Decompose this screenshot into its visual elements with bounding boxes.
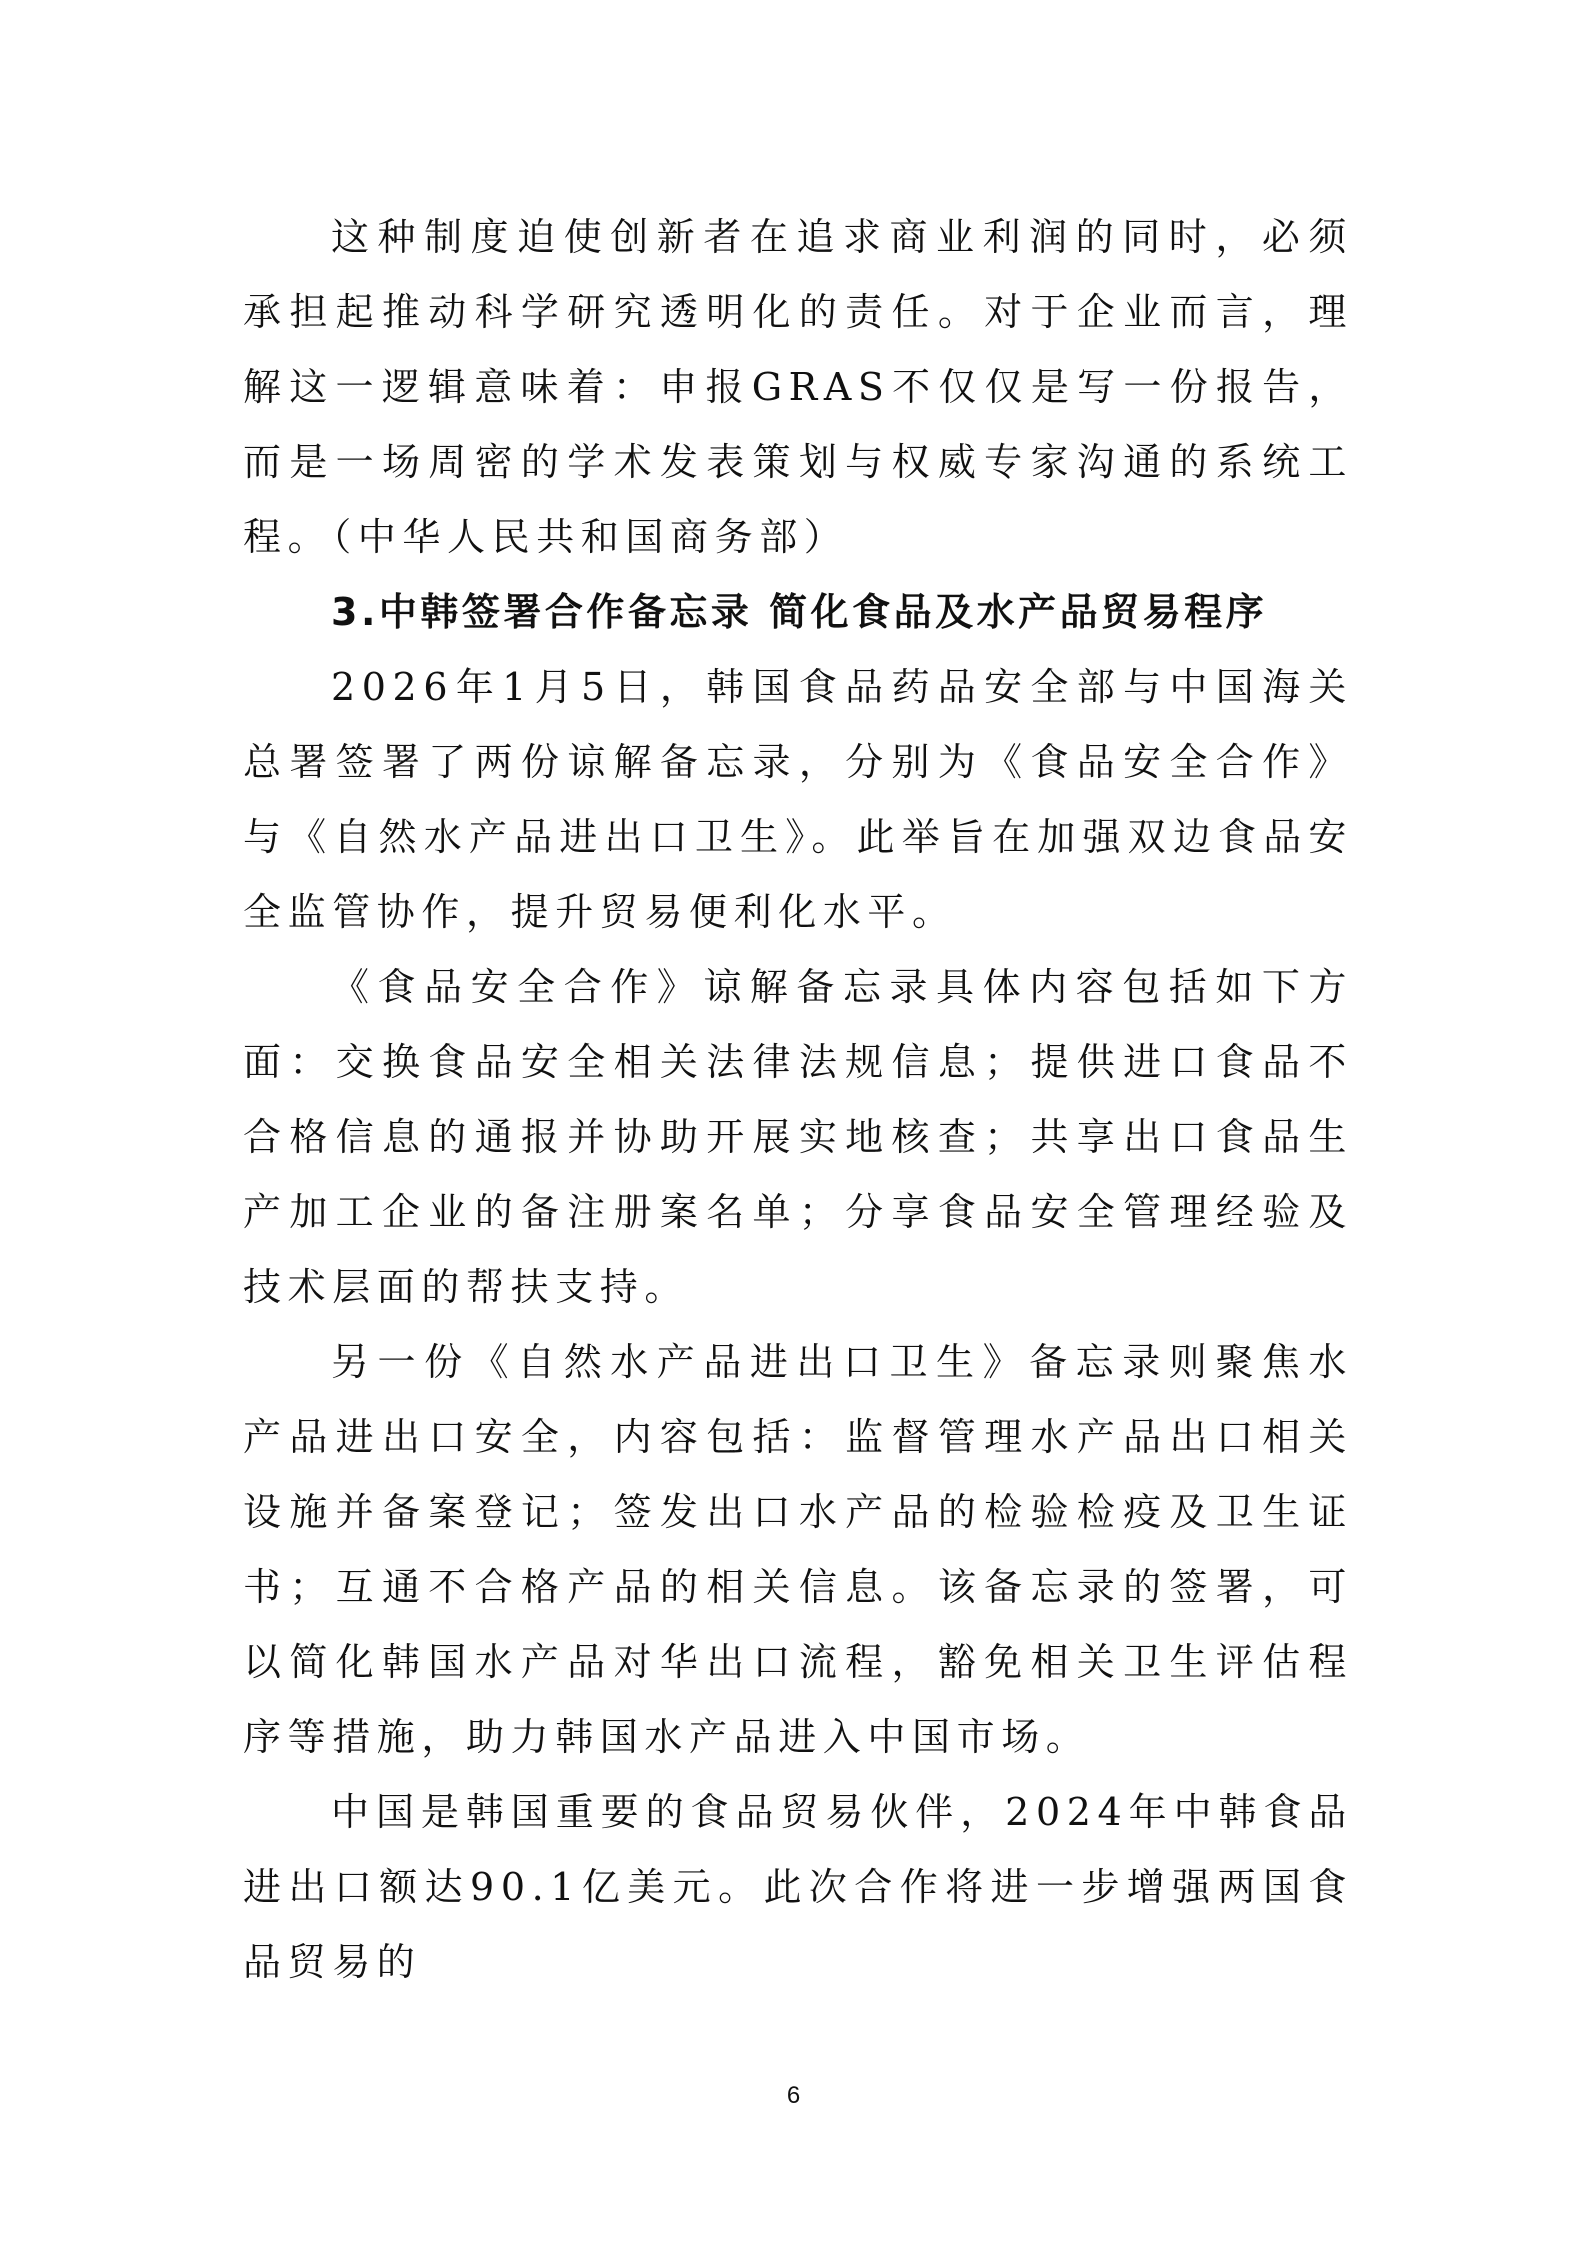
paragraph-aquatic-products-hygiene: 另一份《自然水产品进出口卫生》备忘录则聚焦水产品进出口安全，内容包括：监督管理水产品出口相关设施并备案登记；签发出口水产品的检验检疫及卫生证书；互通不合格产品的相关信息。该备忘录的签署，可以简化韩国水产品对华出口流程，豁免相关卫生评估程序等措施，助力韩国水产品进入中国市场。 <box>243 1340 1353 1759</box>
paragraph-gras-responsibility: 这种制度迫使创新者在追求商业利润的同时，必须承担起推动科学研究透明化的责任。对于企业而言，理解这一逻辑意味着：申报GRAS不仅仅是写一份报告，而是一场周密的学术发表策划与权威专家沟通的系统工程。（中华人民共和国商务部） <box>243 215 1353 559</box>
paragraph-food-safety-cooperation: 《食品安全合作》谅解备忘录具体内容包括如下方面：交换食品安全相关法律法规信息；提供进口食品不合格信息的通报并协助开展实地核查；共享出口食品生产加工企业的备注册案名单；分享食品安全管理经验及技术层面的帮扶支持。 <box>243 965 1353 1309</box>
paragraph-trade-partner: 中国是韩国重要的食品贸易伙伴，2024年中韩食品进出口额达90.1亿美元。此次合作将进一步增强两国食品贸易的 <box>243 1790 1353 1984</box>
section-heading-china-korea-memorandum: 3.中韩签署合作备忘录 简化食品及水产品贸易程序 <box>331 590 1268 634</box>
page-number: 6 <box>786 2082 801 2109</box>
document-body <box>243 200 1353 2000</box>
paragraph-memorandum-signing: 2026年1月5日，韩国食品药品安全部与中国海关总署签署了两份谅解备忘录，分别为《食品安全合作》与《自然水产品进出口卫生》。此举旨在加强双边食品安全监管协作，提升贸易便利化水平。 <box>243 665 1353 934</box>
